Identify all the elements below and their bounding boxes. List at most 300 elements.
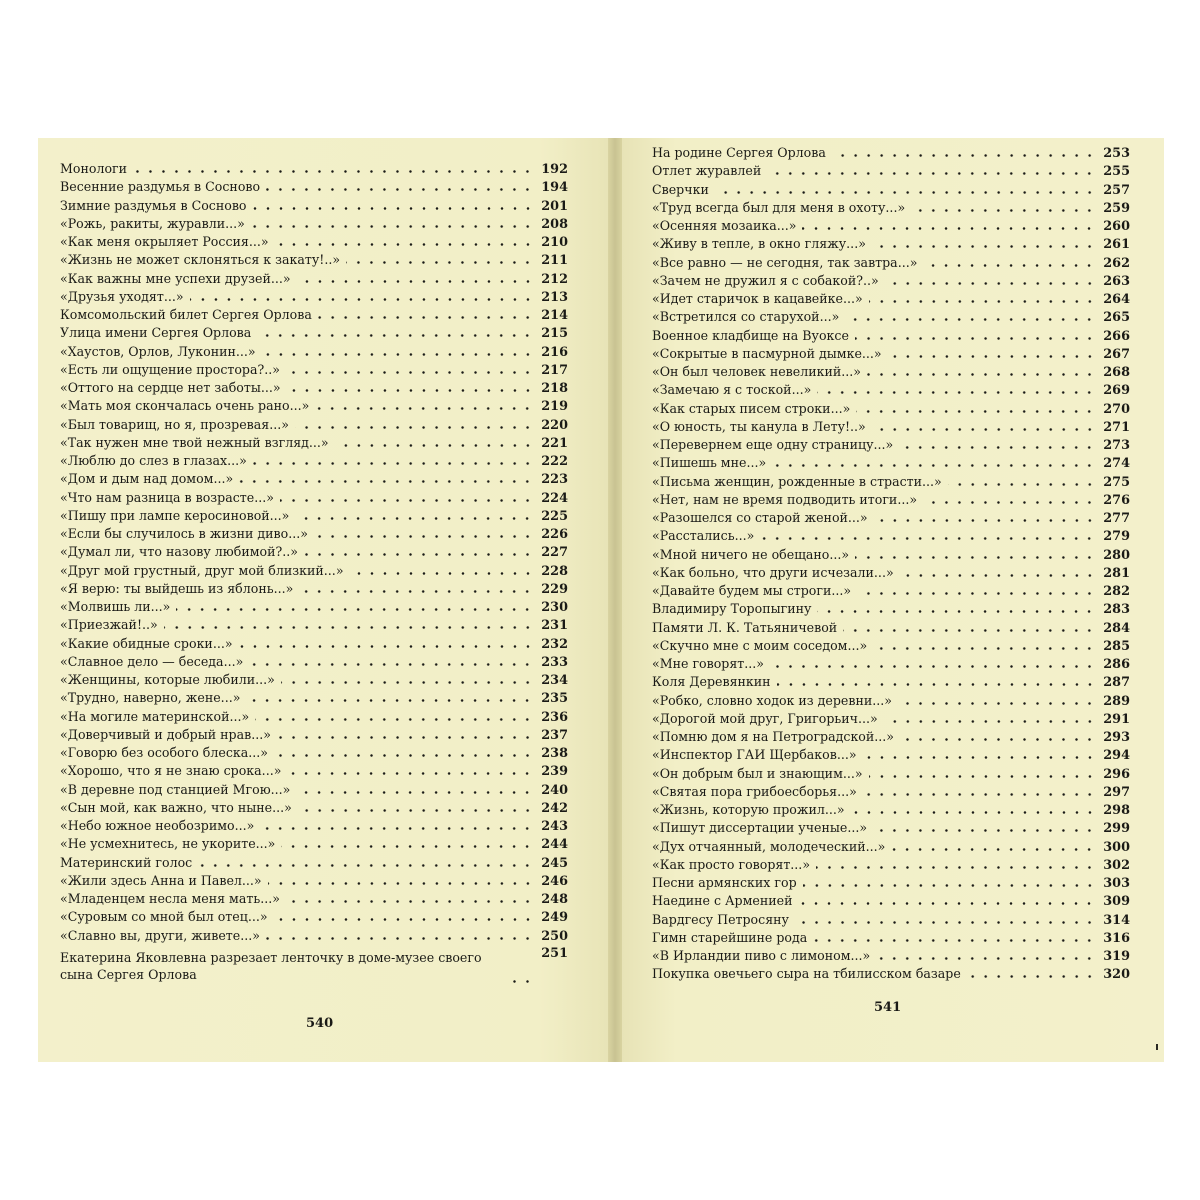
toc-entry-title: «Живу в тепле, в окно гляжу...» <box>652 236 866 252</box>
toc-entry <box>60 835 568 853</box>
dot-leader <box>286 371 534 374</box>
toc-entry-page: 228 <box>541 563 568 579</box>
dot-leader <box>817 610 1096 613</box>
toc-entry-page: 222 <box>541 454 568 469</box>
toc-entry-page: 314 <box>1103 912 1130 928</box>
toc-entry-title: Военное кладбище на Вуоксе <box>652 327 849 343</box>
toc-entry-title: «Зачем не дружил я с собакой?..» <box>652 272 879 288</box>
toc-entry-page: 215 <box>541 326 568 342</box>
toc-entry-page: 287 <box>1103 675 1130 691</box>
toc-entry <box>60 324 568 342</box>
toc-entry-page: 299 <box>1103 821 1130 837</box>
dot-leader <box>133 170 534 173</box>
toc-entry-page: 213 <box>541 289 568 305</box>
dot-leader <box>253 462 534 465</box>
toc-entry-title: «Друзья уходят...» <box>60 288 184 304</box>
toc-entry <box>60 817 568 835</box>
dot-leader <box>855 337 1096 340</box>
toc-entry-title: «Дом и дым над домом...» <box>60 471 234 487</box>
dot-leader <box>885 282 1096 285</box>
toc-entry-title: Песни армянских гор <box>652 875 797 890</box>
toc-entry-title: «Если бы случилось в жизни диво...» <box>60 526 308 541</box>
dot-leader <box>176 608 534 611</box>
toc-entry <box>652 692 1130 710</box>
toc-entry <box>652 783 1130 801</box>
toc-entry-page: 226 <box>541 527 568 542</box>
dot-leader <box>891 848 1096 851</box>
toc-entry <box>60 799 568 817</box>
toc-entry <box>652 728 1130 746</box>
dot-leader <box>869 775 1096 778</box>
toc-entry <box>60 434 568 452</box>
toc-entry <box>60 543 568 561</box>
dot-leader <box>899 446 1096 449</box>
toc-entry-title: «Идет старичок в кацавейке...» <box>652 291 863 306</box>
toc-entry <box>652 819 1130 837</box>
toc-entry-page: 286 <box>1103 657 1130 672</box>
toc-entry-title: На родине Сергея Орлова <box>652 145 826 160</box>
toc-entry <box>652 947 1130 965</box>
toc-entry-page: 262 <box>1103 255 1130 271</box>
toc-entry-title: Вардгесу Петросяну <box>652 911 789 927</box>
dot-leader <box>857 592 1096 595</box>
toc-entry <box>652 144 1130 162</box>
toc-entry-page: 251 <box>541 945 568 961</box>
toc-entry-title: «Мать моя скончалась очень рано...» <box>60 398 310 414</box>
toc-entry <box>60 945 568 983</box>
toc-entry-title: «Славно вы, други, живете...» <box>60 927 260 943</box>
dot-leader <box>803 884 1096 887</box>
dot-leader <box>884 720 1096 723</box>
toc-entry-page: 240 <box>541 782 568 798</box>
toc-entry-title: «Он добрым был и знающим...» <box>652 765 863 781</box>
toc-entry-title: «Жили здесь Анна и Павел...» <box>60 872 262 888</box>
dot-leader <box>164 626 534 629</box>
dot-leader <box>350 572 534 575</box>
toc-entry-title: «Так нужен мне твой нежный взгляд...» <box>60 434 329 450</box>
toc-entry-page: 298 <box>1103 803 1130 818</box>
toc-entry <box>652 564 1130 582</box>
toc-entry-page: 211 <box>541 253 568 269</box>
toc-entry-page: 309 <box>1103 894 1130 910</box>
toc-entry-page: 267 <box>1103 346 1130 362</box>
toc-entry <box>652 491 1130 509</box>
toc-entry <box>652 436 1130 454</box>
toc-entry-page: 192 <box>541 162 568 177</box>
table-of-contents-right <box>652 144 1130 984</box>
toc-entry-page: 283 <box>1103 602 1130 618</box>
toc-entry-page: 250 <box>541 928 568 944</box>
toc-entry-page: 261 <box>1103 237 1130 253</box>
toc-entry-page: 296 <box>1103 766 1130 782</box>
toc-entry <box>652 162 1130 180</box>
dot-leader <box>817 391 1096 394</box>
toc-entry-title: «Инспектор ГАИ Щербаков...» <box>652 747 857 763</box>
toc-entry-page: 235 <box>541 691 568 707</box>
toc-entry <box>652 911 1130 929</box>
toc-entry-title: «Оттого на сердце нет заботы...» <box>60 380 281 395</box>
toc-entry-page: 265 <box>1103 310 1130 326</box>
toc-entry-title: «Небо южное необозримо...» <box>60 818 255 833</box>
toc-entry-page: 233 <box>541 654 568 670</box>
toc-entry-title: «В Ирландии пиво с лимоном...» <box>652 948 871 963</box>
dot-leader <box>298 809 534 812</box>
dot-leader <box>262 353 534 356</box>
dot-leader <box>923 501 1096 504</box>
toc-entry-page: 300 <box>1103 839 1130 855</box>
toc-entry <box>652 582 1130 600</box>
toc-entry-page: 273 <box>1103 438 1130 453</box>
toc-entry-title: «Дух отчаянный, молодеческий...» <box>652 838 886 854</box>
toc-entry-page: 238 <box>541 746 568 761</box>
dot-leader <box>266 937 534 940</box>
toc-entry <box>652 856 1130 874</box>
toc-entry-title: «Нет, нам не время подводить итоги...» <box>652 491 918 507</box>
toc-entry <box>652 965 1130 983</box>
toc-entry-title: Владимиру Торопыгину <box>652 601 812 617</box>
toc-entry-title: «Расстались...» <box>652 528 755 544</box>
toc-entry-title: «Как меня окрыляет Россия...» <box>60 234 269 249</box>
toc-entry-page: 274 <box>1103 456 1130 472</box>
dot-leader <box>798 902 1096 905</box>
toc-entry <box>652 473 1130 491</box>
toc-entry-title: Весенние раздумья в Сосново <box>60 179 261 195</box>
dot-leader <box>715 191 1096 194</box>
dot-leader <box>190 298 534 301</box>
toc-entry-page: 218 <box>541 381 568 396</box>
toc-entry-page: 221 <box>541 435 568 451</box>
toc-entry-page: 277 <box>1103 511 1130 526</box>
toc-entry <box>60 616 568 634</box>
toc-entry-page: 227 <box>541 545 568 561</box>
dot-leader <box>802 227 1096 230</box>
toc-entry-page: 302 <box>1103 857 1130 873</box>
toc-entry-title: «Встретился со старухой...» <box>652 309 840 325</box>
toc-entry-title: «Друг мой грустный, друг мой близкий...» <box>60 562 344 578</box>
toc-entry <box>652 308 1130 326</box>
page-number: 541 <box>874 1000 902 1015</box>
toc-entry-title: Комсомольский билет Сергея Орлова <box>60 307 312 322</box>
toc-entry-page: 234 <box>541 673 568 688</box>
toc-entry <box>60 580 568 598</box>
toc-entry-title: «Робко, словно ходок из деревни...» <box>652 692 892 708</box>
toc-entry-title: «Помню дом я на Петроградской...» <box>652 729 894 744</box>
toc-entry <box>652 181 1130 199</box>
dot-leader <box>281 845 534 848</box>
toc-entry-title: «Замечаю я с тоской...» <box>652 382 812 398</box>
toc-entry-title: «Женщины, которые любили...» <box>60 672 275 687</box>
toc-entry-title: «Труд всегда был для меня в охоту...» <box>652 199 906 215</box>
dot-leader <box>795 921 1096 924</box>
toc-entry-title: Екатерина Яковлевна разрезает ленточку в доме-музее своего сына Сергея Орлова <box>60 949 482 982</box>
toc-entry-title: Памяти Л. К. Татьяничевой <box>652 619 838 635</box>
toc-entry <box>60 489 568 507</box>
toc-entry-title: «В деревне под станцией Мгою...» <box>60 781 291 797</box>
dot-leader <box>198 864 534 867</box>
toc-entry-page: 208 <box>541 216 568 232</box>
toc-entry <box>60 708 568 726</box>
toc-entry-title: «Славное дело — беседа...» <box>60 653 244 669</box>
toc-entry <box>652 892 1130 910</box>
dot-leader <box>257 334 534 337</box>
dot-leader <box>923 264 1096 267</box>
toc-entry-page: 264 <box>1103 292 1130 307</box>
toc-entry <box>60 288 568 306</box>
toc-entry-title: «Что нам разница в возрасте...» <box>60 489 274 505</box>
toc-entry <box>60 598 568 616</box>
toc-entry-title: «О юность, ты канула в Лету!..» <box>652 418 866 434</box>
dot-leader <box>856 410 1096 413</box>
toc-entry <box>652 600 1130 618</box>
dot-leader <box>268 882 534 885</box>
dot-leader <box>277 736 534 739</box>
toc-entry <box>652 509 1130 527</box>
dot-leader <box>900 738 1096 741</box>
toc-entry <box>60 361 568 379</box>
toc-entry-page: 249 <box>541 910 568 926</box>
dot-leader <box>246 699 534 702</box>
dot-leader <box>281 681 534 684</box>
toc-entry <box>60 215 568 233</box>
dot-leader <box>299 590 534 593</box>
toc-entry-page: 269 <box>1103 383 1130 399</box>
toc-entry-title: «Доверчивый и добрый нрав...» <box>60 726 271 742</box>
toc-entry-page: 225 <box>541 508 568 524</box>
toc-entry-title: «Пишут диссертации ученые...» <box>652 820 868 836</box>
dot-leader <box>777 683 1096 686</box>
toc-entry-title: «Все равно — не сегодня, так завтра...» <box>652 254 918 270</box>
dot-leader <box>315 407 534 410</box>
right-page <box>622 138 1164 1062</box>
dot-leader <box>843 629 1096 632</box>
toc-entry-title: «Люблю до слез в глазах...» <box>60 453 247 468</box>
toc-entry <box>652 363 1130 381</box>
book-gutter <box>608 138 622 1062</box>
toc-entry <box>60 872 568 890</box>
toc-entry-page: 220 <box>541 417 568 433</box>
toc-entry <box>60 653 568 671</box>
toc-entry <box>60 726 568 744</box>
dot-leader <box>295 517 534 520</box>
toc-entry-title: «Как больно, что други исчезали...» <box>652 564 894 580</box>
toc-entry-page: 236 <box>541 709 568 725</box>
toc-entry <box>652 272 1130 290</box>
toc-entry-title: «Рожь, ракиты, журавли...» <box>60 215 245 231</box>
toc-entry-page: 246 <box>541 873 568 889</box>
toc-entry-title: Отлет журавлей <box>652 163 762 179</box>
toc-entry-title: Сверчки <box>652 181 709 197</box>
dot-leader <box>249 663 534 666</box>
toc-entry-page: 294 <box>1103 748 1130 764</box>
dot-leader <box>295 426 534 429</box>
table-of-contents-left <box>60 160 568 983</box>
dot-leader <box>297 280 534 283</box>
print-mark <box>1156 1044 1158 1050</box>
toc-entry <box>652 327 1130 345</box>
dot-leader <box>863 756 1096 759</box>
dot-leader <box>239 645 534 648</box>
toc-entry-page: 275 <box>1103 474 1130 490</box>
toc-entry <box>60 507 568 525</box>
toc-entry-page: 297 <box>1103 784 1130 800</box>
toc-entry <box>60 470 568 488</box>
toc-entry-title: «Есть ли ощущение простора?..» <box>60 361 280 377</box>
toc-entry-title: Улица имени Сергея Орлова <box>60 325 252 341</box>
dot-leader <box>967 975 1096 978</box>
toc-entry-title: «Трудно, наверно, жене...» <box>60 690 241 706</box>
toc-entry-page: 214 <box>541 308 568 323</box>
toc-entry-page: 223 <box>541 472 568 488</box>
toc-entry-page: 257 <box>1103 182 1130 198</box>
toc-entry-title: «Суровым со мной был отец...» <box>60 909 268 925</box>
toc-entry-title: Гимн старейшине рода <box>652 929 808 945</box>
dot-leader <box>873 829 1096 832</box>
dot-leader <box>255 718 534 721</box>
toc-entry-page: 285 <box>1103 638 1130 654</box>
toc-entry <box>60 251 568 269</box>
dot-leader <box>867 373 1096 376</box>
toc-entry-page: 268 <box>1103 365 1130 380</box>
toc-entry-page: 284 <box>1103 620 1130 636</box>
toc-entry-page: 281 <box>1103 565 1130 581</box>
toc-entry <box>60 379 568 397</box>
dot-leader <box>948 483 1096 486</box>
toc-entry <box>652 801 1130 819</box>
toc-entry <box>652 874 1130 892</box>
toc-entry-page: 194 <box>541 180 568 196</box>
toc-entry-page: 293 <box>1103 730 1130 745</box>
dot-leader <box>274 754 534 757</box>
toc-entry <box>60 854 568 872</box>
toc-entry-title: «Думал ли, что назову любимой?..» <box>60 544 298 560</box>
toc-entry-title: «Сокрытые в пасмурной дымке...» <box>652 345 882 361</box>
toc-entry <box>652 929 1130 947</box>
toc-entry <box>60 671 568 689</box>
toc-entry <box>60 343 568 361</box>
dot-leader <box>274 918 534 921</box>
toc-entry-page: 263 <box>1103 273 1130 289</box>
toc-entry <box>652 345 1130 363</box>
dot-leader <box>767 172 1096 175</box>
dot-leader <box>260 827 534 830</box>
toc-entry-title: «Молвишь ли...» <box>60 599 171 614</box>
toc-entry-page: 271 <box>1103 419 1130 435</box>
toc-entry-page: 270 <box>1103 401 1130 417</box>
toc-entry-page: 201 <box>541 198 568 214</box>
toc-entry-title: Покупка овечьего сыра на тбилисском базаре <box>652 966 961 982</box>
toc-entry <box>652 235 1130 253</box>
toc-entry <box>60 562 568 580</box>
toc-entry-title: Наедине с Арменией <box>652 893 793 909</box>
toc-entry-page: 217 <box>541 362 568 378</box>
toc-entry-page: 243 <box>541 819 568 834</box>
toc-entry-page: 291 <box>1103 711 1130 727</box>
toc-entry-title: «Дорогой мой друг, Григорьич...» <box>652 710 878 726</box>
dot-leader <box>845 318 1096 321</box>
toc-entry-title: «Приезжай!..» <box>60 617 158 633</box>
toc-entry <box>60 908 568 926</box>
dot-leader <box>898 702 1096 705</box>
toc-entry-title: «Пишешь мне...» <box>652 455 767 471</box>
toc-entry-title: «Разошелся со старой женой...» <box>652 510 868 525</box>
toc-entry-page: 237 <box>541 727 568 743</box>
toc-entry <box>652 527 1130 545</box>
toc-entry-page: 260 <box>1103 219 1130 234</box>
page-number: 540 <box>306 1016 334 1031</box>
toc-entry-page: 232 <box>541 636 568 652</box>
toc-entry-page: 253 <box>1103 146 1130 161</box>
dot-leader <box>296 791 534 794</box>
dot-leader <box>855 556 1096 559</box>
toc-entry <box>652 637 1130 655</box>
dot-leader <box>813 939 1096 942</box>
dot-leader <box>346 261 534 264</box>
toc-entry <box>60 233 568 251</box>
toc-entry-page: 239 <box>541 764 568 780</box>
toc-entry-title: Монологи <box>60 161 128 176</box>
toc-entry-page: 319 <box>1103 949 1130 964</box>
dot-leader <box>506 980 534 983</box>
dot-leader <box>304 553 534 556</box>
dot-leader <box>911 209 1096 212</box>
dot-leader <box>772 464 1096 467</box>
dot-leader <box>900 574 1096 577</box>
toc-entry <box>652 765 1130 783</box>
toc-entry <box>652 673 1130 691</box>
toc-entry <box>652 381 1130 399</box>
toc-entry-page: 230 <box>541 600 568 615</box>
toc-entry <box>652 418 1130 436</box>
dot-leader <box>873 647 1096 650</box>
dot-leader <box>275 243 534 246</box>
dot-leader <box>286 900 534 903</box>
dot-leader <box>239 480 534 483</box>
toc-entry-title: «Сын мой, как важно, что ныне...» <box>60 799 292 815</box>
dot-leader <box>851 811 1096 814</box>
toc-entry <box>60 689 568 707</box>
toc-entry-title: «Как важны мне успехи друзей...» <box>60 270 291 286</box>
toc-entry <box>652 619 1130 637</box>
toc-entry-title: «Как просто говорят...» <box>652 856 811 872</box>
left-page <box>38 138 608 1062</box>
toc-entry <box>60 781 568 799</box>
toc-entry-page: 266 <box>1103 328 1130 344</box>
toc-entry-title: «Давайте будем мы строги...» <box>652 583 852 598</box>
toc-entry-title: «Не усмехнитесь, не укорите...» <box>60 836 276 852</box>
dot-leader <box>266 188 534 191</box>
dot-leader <box>287 772 534 775</box>
dot-leader <box>314 535 534 538</box>
toc-entry-page: 279 <box>1103 529 1130 545</box>
toc-entry-title: «Скучно мне с моим соседом...» <box>652 637 868 653</box>
toc-entry-title: «Был товарищ, но я, прозревая...» <box>60 416 289 432</box>
toc-entry <box>60 160 568 178</box>
book-spread <box>38 138 1164 1062</box>
toc-entry-title: «Жизнь не может склоняться к закату!..» <box>60 252 341 268</box>
toc-entry <box>60 306 568 324</box>
dot-leader <box>872 428 1096 431</box>
toc-entry <box>652 454 1130 472</box>
toc-entry-title: «Святая пора грибоесборья...» <box>652 783 857 799</box>
toc-entry-title: «Я верю: ты выйдешь из яблонь...» <box>60 580 294 596</box>
toc-entry <box>60 525 568 543</box>
dot-leader <box>770 665 1096 668</box>
toc-entry-title: «Говорю без особого блеска...» <box>60 745 268 760</box>
toc-entry-title: «Перевернем еще одну страницу...» <box>652 437 894 452</box>
toc-entry-page: 231 <box>541 618 568 634</box>
toc-entry-title: Зимние раздумья в Сосново <box>60 197 247 213</box>
toc-entry-title: «Мной ничего не обещано...» <box>652 546 850 562</box>
